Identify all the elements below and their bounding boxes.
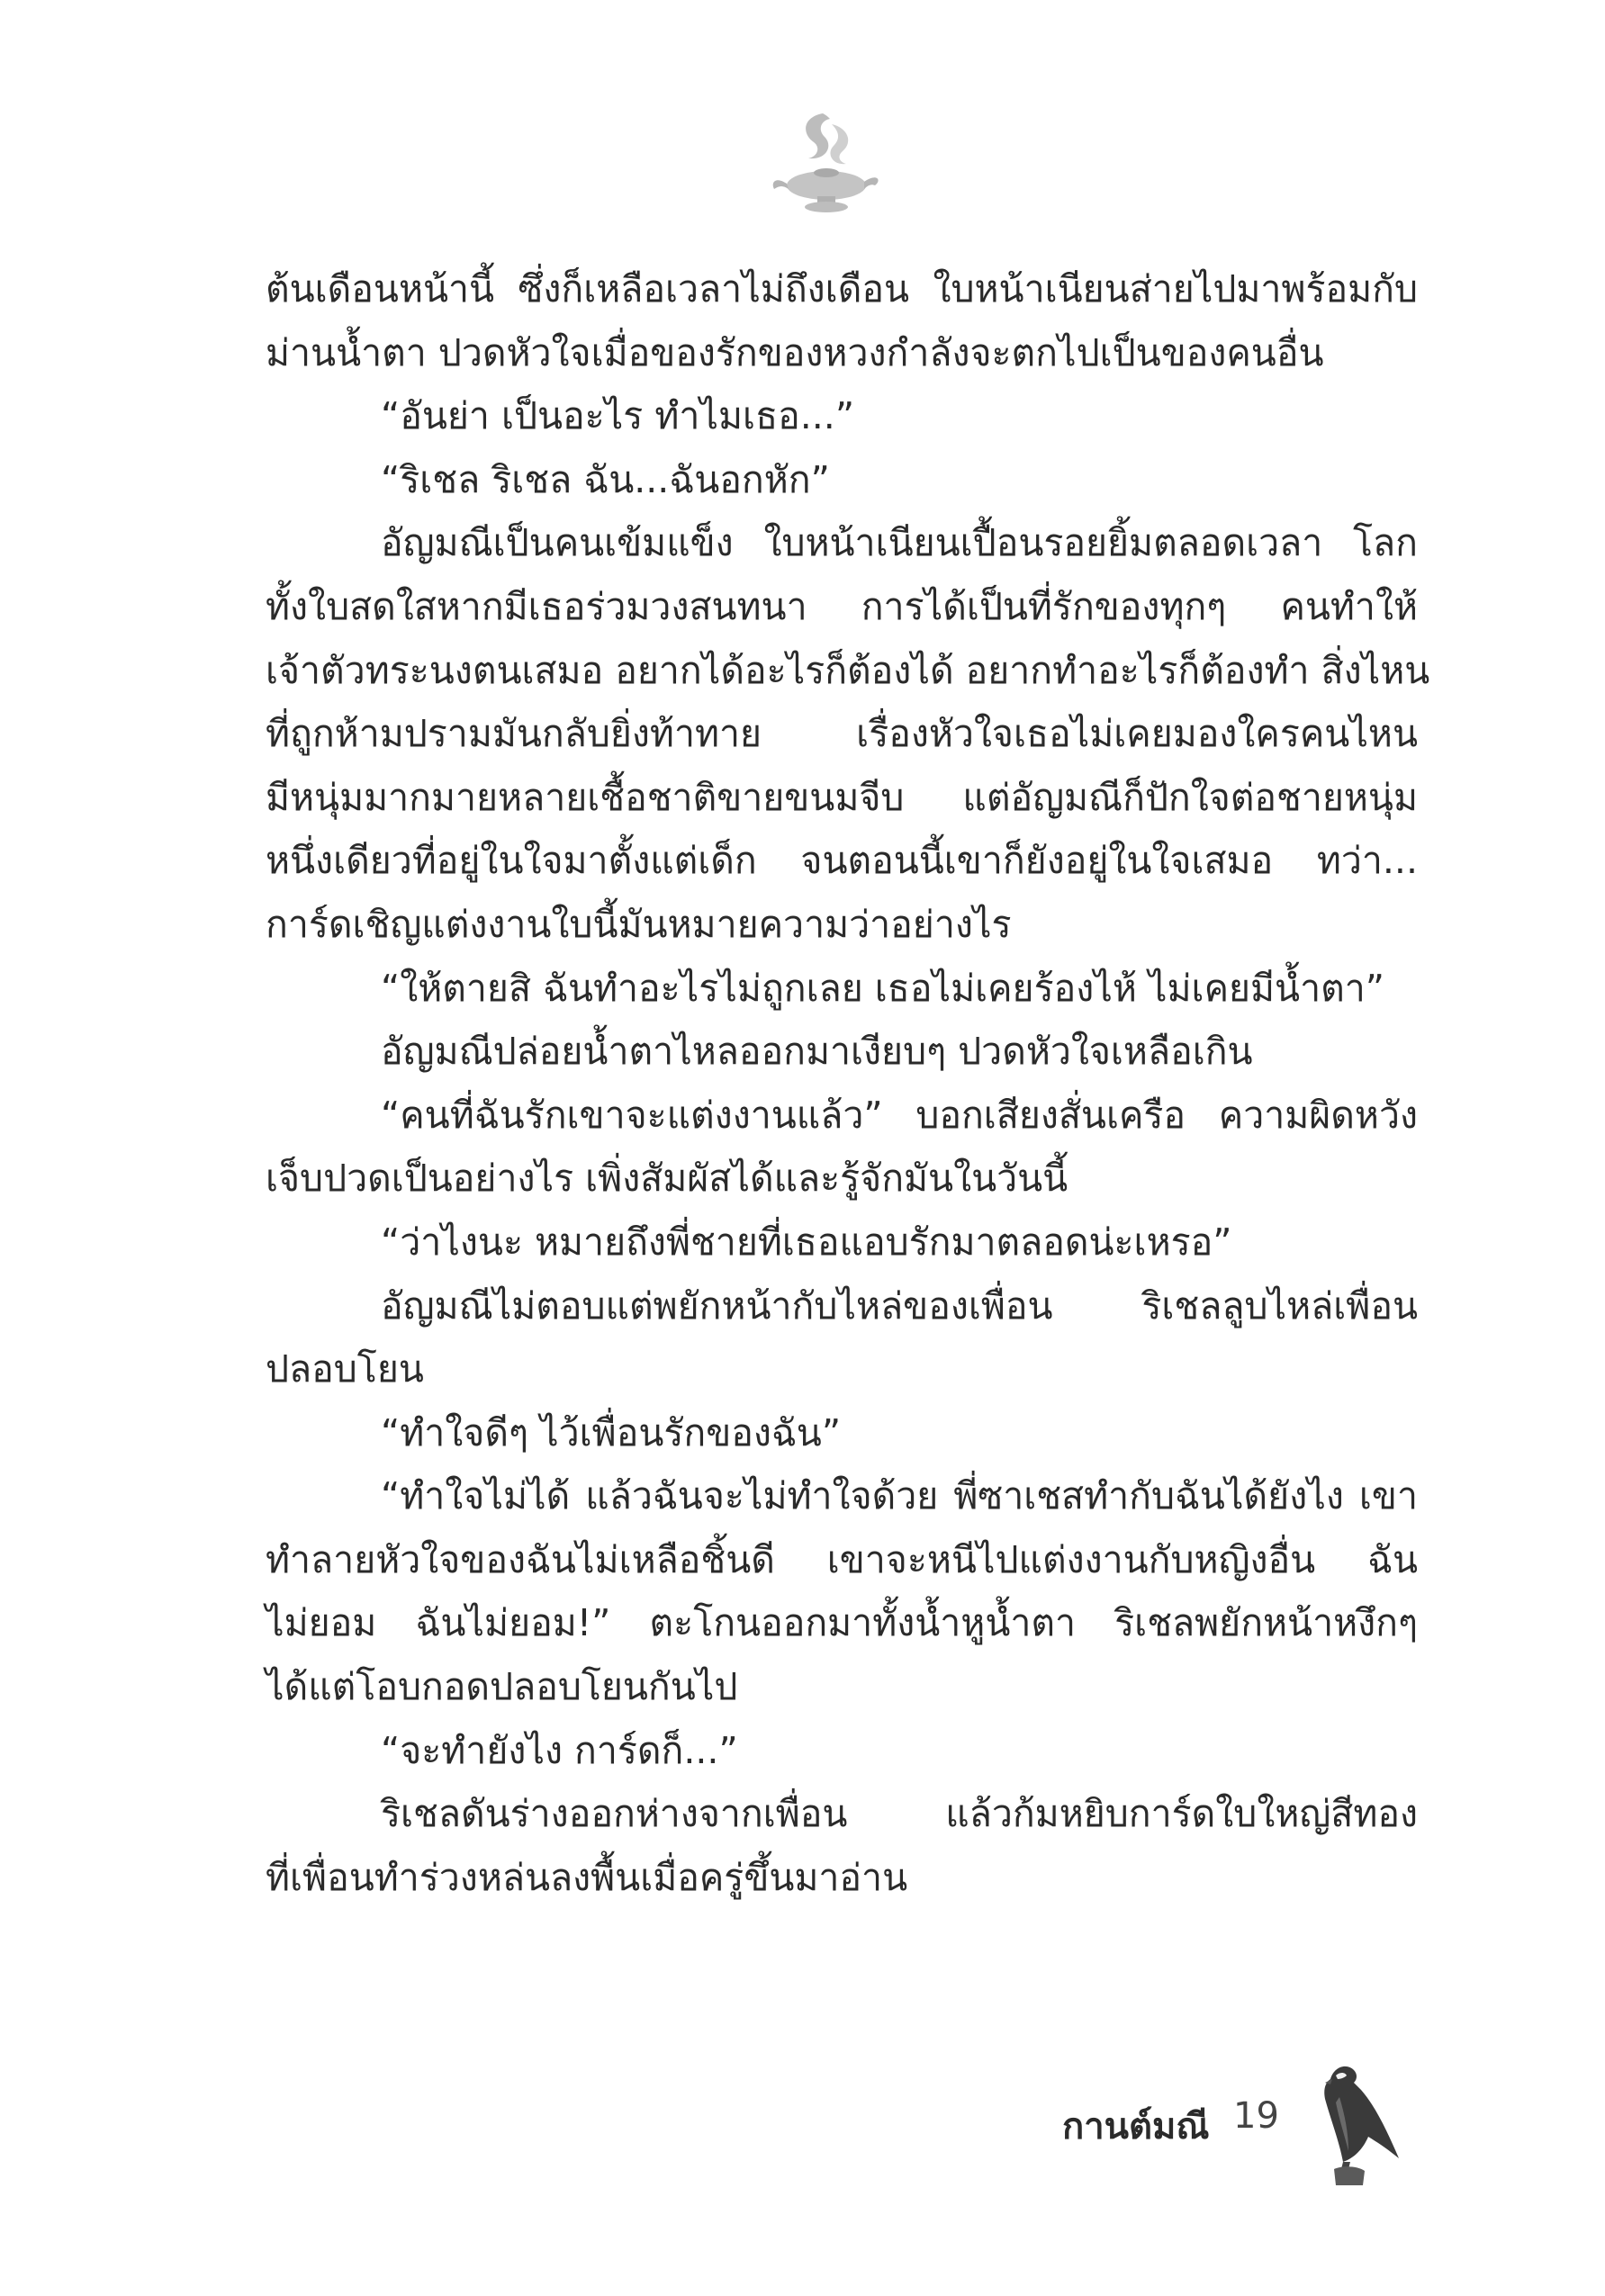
dialogue-line: “อันย่า เป็นอะไร ทำไมเธอ...” xyxy=(381,394,855,438)
body-text xyxy=(266,257,1430,1909)
dialogue-line: “ให้ตายสิ ฉันทำอะไรไม่ถูกเลย เธอไม่เคยร้องไห้ ไม่เคยมีน้ำตา” xyxy=(381,966,1384,1010)
running-title: กานต์มณี xyxy=(1062,2106,1210,2147)
text-line: อัญมณีปล่อยน้ำตาไหลออกมาเงียบๆ ปวดหัวใจเหลือเกิน xyxy=(381,1030,1253,1074)
text-line: มีหนุ่มมากมายหลายเชื้อชาติขายขนมจีบ แต่อัญมณีก็ปักใจต่อชายหนุ่ม xyxy=(266,775,1418,819)
dialogue-line: “คนที่ฉันรักเขาจะแต่งงานแล้ว” บอกเสียงสั่นเครือ ความผิดหวัง xyxy=(381,1093,1418,1137)
text-line: ริเชลดันร่างออกห่างจากเพื่อน แล้วก้มหยิบการ์ดใบใหญ่สีทอง xyxy=(381,1792,1418,1836)
text-line: ทำลายหัวใจของฉันไม่เหลือชิ้นดี เขาจะหนีไปแต่งงานกับหญิงอื่น ฉัน xyxy=(266,1537,1418,1581)
text-line: ม่านน้ำตา ปวดหัวใจเมื่อของรักของหวงกำลังจะตกไปเป็นของคนอื่น xyxy=(266,330,1324,374)
genie-lamp-icon xyxy=(767,106,884,223)
text-line: หนึ่งเดียวที่อยู่ในใจมาตั้งแต่เด็ก จนตอนนี้เขาก็ยังอยู่ในใจเสมอ ทว่า... xyxy=(266,839,1418,883)
text-line: ที่ถูกห้ามปรามมันกลับยิ่งท้าทาย เรื่องหัวใจเธอไม่เคยมองใครคนไหน xyxy=(266,712,1418,756)
text-line: ต้นเดือนหน้านี้ ซึ่งก็เหลือเวลาไม่ถึงเดือน ใบหน้าเนียนส่ายไปมาพร้อมกับ xyxy=(266,267,1418,311)
text-line: ปลอบโยน xyxy=(266,1347,424,1391)
dialogue-line: “ทำใจไม่ได้ แล้วฉันจะไม่ทำใจด้วย พี่ซาเชสทำกับฉันได้ยังไง เขา xyxy=(381,1474,1418,1518)
text-line: การ์ดเชิญแต่งงานใบนี้มันหมายความว่าอย่างไร xyxy=(266,902,1012,946)
text-line: อัญมณีเป็นคนเข้มแข็ง ใบหน้าเนียนเปื้อนรอยยิ้มตลอดเวลา โลก xyxy=(381,521,1418,565)
falcon-icon xyxy=(1294,2043,1402,2192)
text-line: ไม่ยอม ฉันไม่ยอม!” ตะโกนออกมาทั้งน้ำหูน้ำตา ริเชลพยักหน้าหงึกๆ xyxy=(266,1601,1418,1645)
text-line: เจ็บปวดเป็นอย่างไร เพิ่งสัมผัสได้และรู้จักมันในวันนี้ xyxy=(266,1157,1068,1201)
dialogue-line: “ว่าไงนะ หมายถึงพี่ชายที่เธอแอบรักมาตลอดน่ะเหรอ” xyxy=(381,1220,1232,1264)
text-line: ทั้งใบสดใสหากมีเธอร่วมวงสนทนา การได้เป็นที่รักของทุกๆ คนทำให้ xyxy=(266,584,1418,628)
text-line: ได้แต่โอบกอดปลอบโยนกันไป xyxy=(266,1665,738,1709)
text-line: อัญมณีไม่ตอบแต่พยักหน้ากับไหล่ของเพื่อน ริเชลลูบไหล่เพื่อน xyxy=(381,1283,1418,1328)
text-line: ที่เพื่อนทำร่วงหล่นลงพื้นเมื่อครู่ขึ้นมาอ่าน xyxy=(266,1855,908,1899)
page-number: 19 xyxy=(1233,2095,1279,2137)
dialogue-line: “ริเชล ริเชล ฉัน...ฉันอกหัก” xyxy=(381,457,830,501)
dialogue-line: “จะทำยังไง การ์ดก็...” xyxy=(381,1728,738,1772)
dialogue-line: “ทำใจดีๆ ไว้เพื่อนรักของฉัน” xyxy=(381,1410,842,1454)
text-line: เจ้าตัวทระนงตนเสมอ อยากได้อะไรก็ต้องได้ อยากทำอะไรก็ต้องทำ สิ่งไหน xyxy=(266,648,1430,692)
page-footer xyxy=(1062,2043,1440,2196)
